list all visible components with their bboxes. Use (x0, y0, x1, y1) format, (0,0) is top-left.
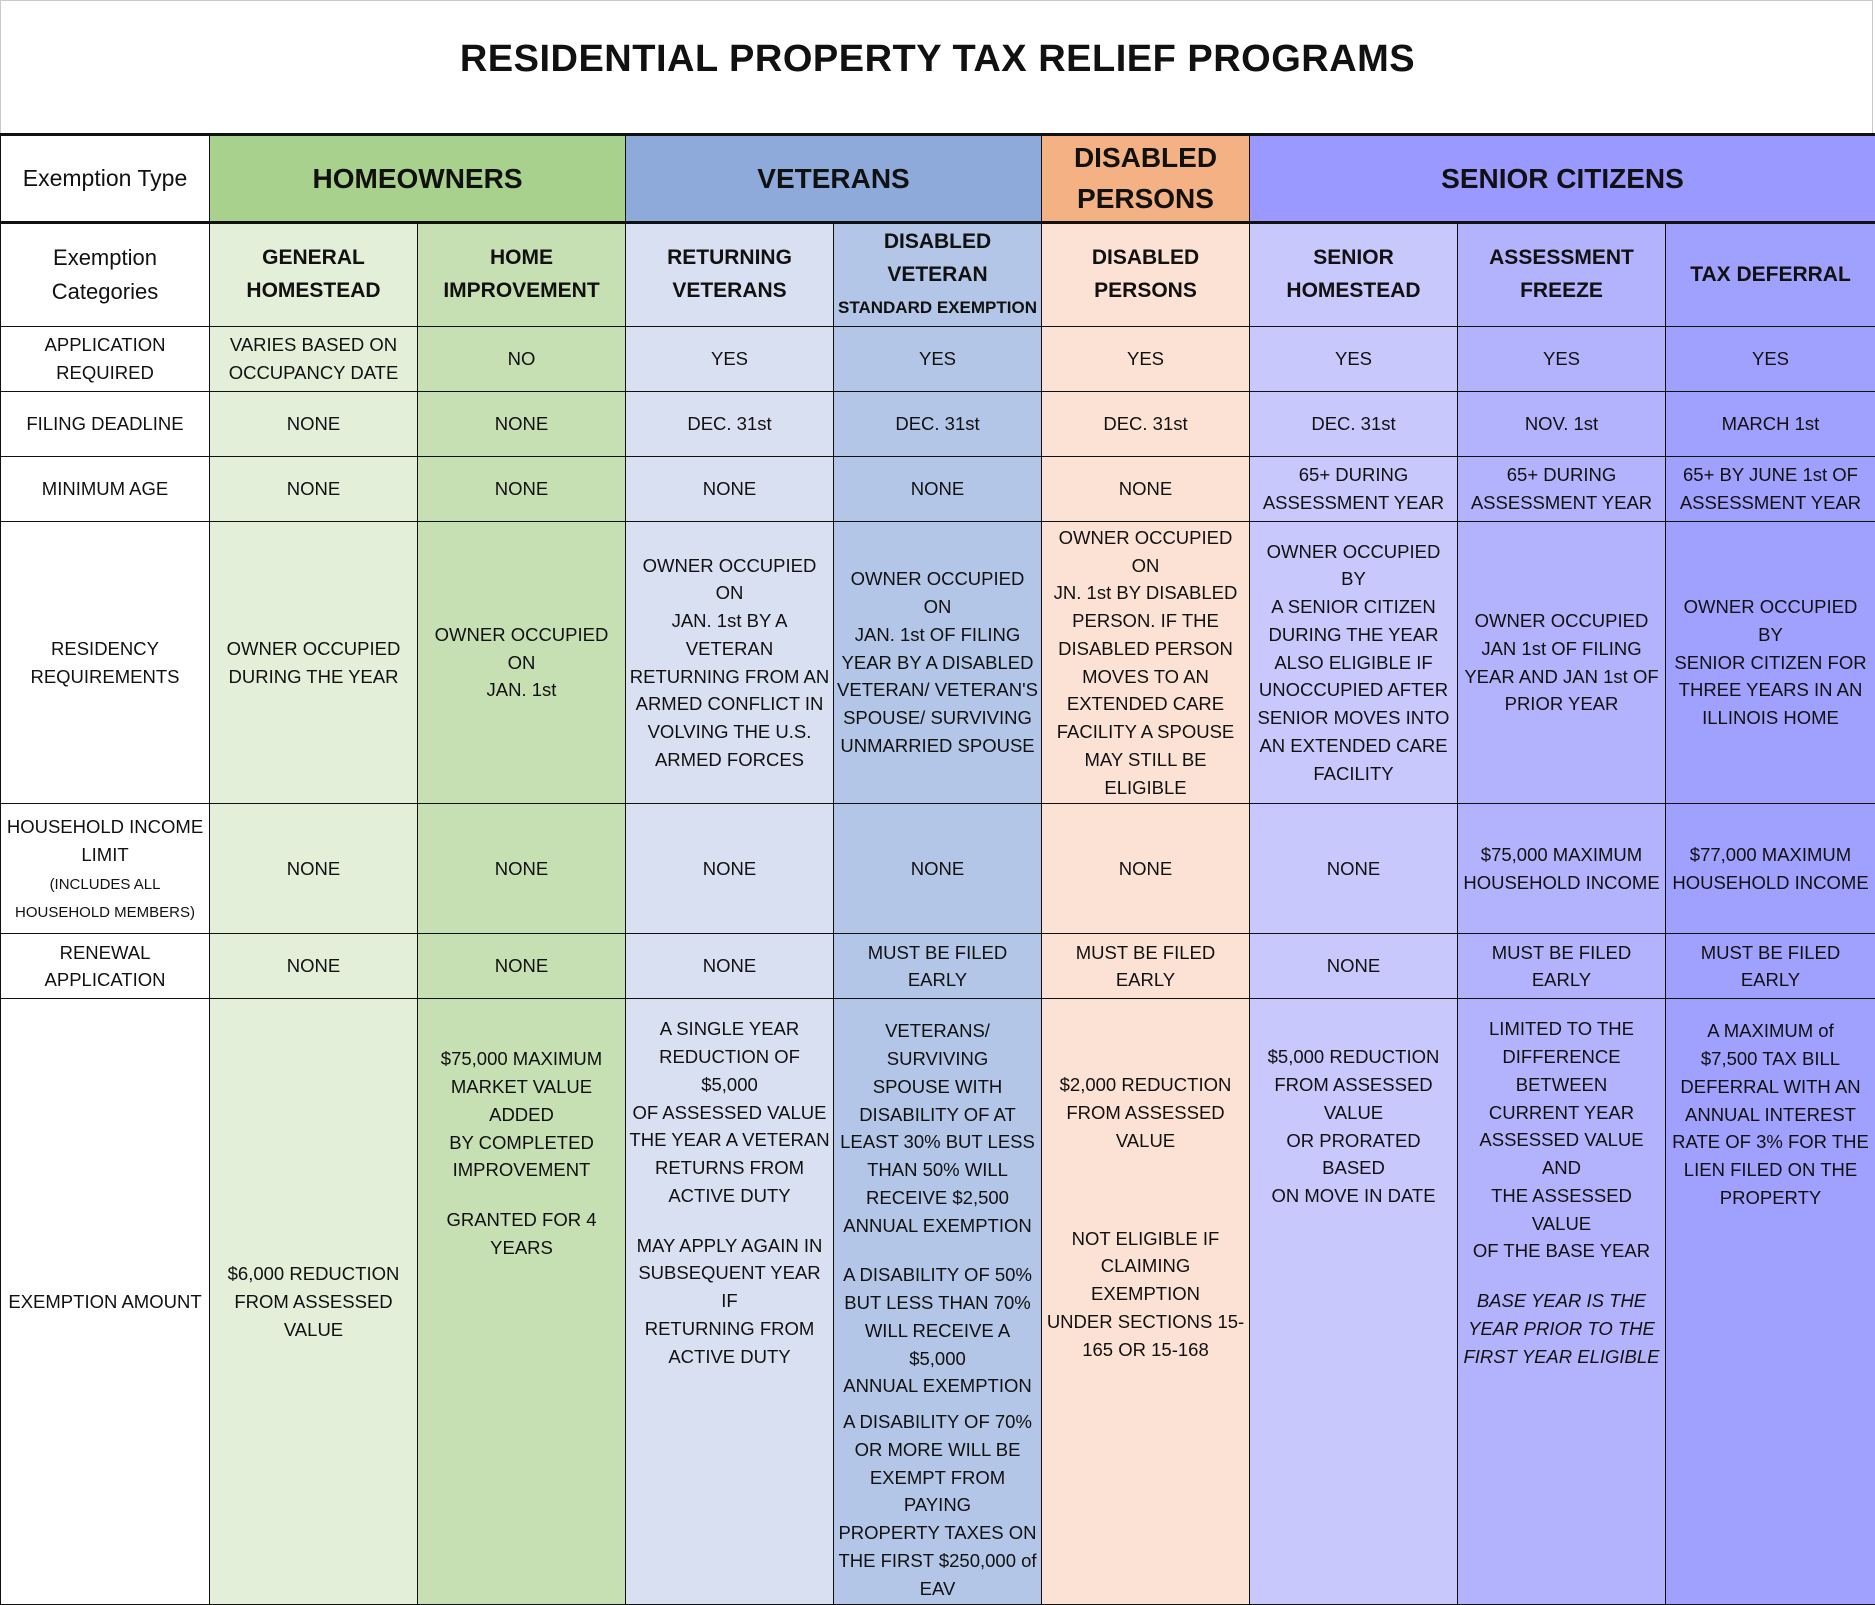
cell-line: UNDER SECTIONS 15- (1047, 1311, 1244, 1332)
cell-line: A MAXIMUM of (1707, 1020, 1833, 1041)
cell-line: $5,000 REDUCTION (1268, 1046, 1440, 1067)
table-cell (626, 521, 834, 804)
row-label: FILING DEADLINE (1, 391, 210, 456)
table-cell: NONE (418, 804, 626, 934)
table-cell: NONE (418, 391, 626, 456)
cell-note-italic: BASE YEAR IS THE (1477, 1290, 1646, 1311)
table-cell (1666, 804, 1875, 934)
category-disabled-veteran (834, 223, 1042, 327)
row-label-line: LIMIT (81, 844, 128, 865)
table-cell: NO (418, 326, 626, 391)
row-minimum-age (1, 456, 1875, 521)
cell-line: SUBSEQUENT YEAR IF (638, 1262, 820, 1311)
cell-line: JN. 1st BY DISABLED (1054, 582, 1238, 603)
cell-line: THREE YEARS IN AN (1679, 679, 1863, 700)
row-label-line: REQUIRED (56, 362, 154, 383)
table-cell (210, 326, 418, 391)
cell-line: 65+ BY JUNE 1st OF (1683, 464, 1858, 485)
row-label-line: APPLICATION (45, 334, 166, 355)
disabled-persons-header (1042, 135, 1250, 223)
category-text: DISABLED VETERAN (884, 230, 991, 286)
table-cell (418, 521, 626, 804)
cell-line: JAN. 1st BY A VETERAN (672, 610, 788, 659)
cell-line: WILL RECEIVE A $5,000 (865, 1320, 1010, 1369)
cell-line: THE FIRST $250,000 of (838, 1550, 1036, 1571)
table-cell: NOV. 1st (1458, 391, 1666, 456)
category-text: IMPROVEMENT (443, 279, 599, 302)
table-cell: YES (626, 326, 834, 391)
cell-line: LEAST 30% BUT LESS (840, 1131, 1035, 1152)
cell-line: A SENIOR CITIZEN (1271, 596, 1435, 617)
row-label-note: HOUSEHOLD MEMBERS) (15, 904, 195, 921)
homeowners-header: HOMEOWNERS (210, 135, 626, 223)
cell-line: JAN 1st OF FILING (1481, 638, 1641, 659)
cell-line: YEAR BY A DISABLED (842, 652, 1034, 673)
cell-line: RETURNING FROM (645, 1318, 815, 1339)
category-assessment-freeze (1458, 223, 1666, 327)
cell-line: OWNER OCCUPIED ON (435, 624, 609, 673)
exemption-type-label: Exemption Type (1, 135, 210, 223)
page-title: RESIDENTIAL PROPERTY TAX RELIEF PROGRAMS (0, 38, 1875, 81)
category-text: FREEZE (1520, 279, 1603, 302)
row-label: EXEMPTION AMOUNT (1, 999, 210, 1605)
cell-line: JAN. 1st (487, 679, 557, 700)
row-household-income-limit (1, 804, 1875, 934)
cell-line: PROPERTY (1720, 1187, 1821, 1208)
table-cell: NONE (418, 456, 626, 521)
table-cell: MUST BE FILED EARLY (1458, 934, 1666, 999)
categories-label-line2: Categories (52, 279, 158, 304)
table-cell: NONE (1250, 934, 1458, 999)
table-cell (1250, 456, 1458, 521)
table-cell: DEC. 31st (1042, 391, 1250, 456)
table-cell (626, 999, 834, 1605)
table-cell (1250, 521, 1458, 804)
cell-line: ON MOVE IN DATE (1271, 1185, 1435, 1206)
cell-line: RATE OF 3% FOR THE (1672, 1131, 1869, 1152)
cell-line: SENIOR CITIZEN FOR (1674, 652, 1866, 673)
cell-line: UNOCCUPIED AFTER (1259, 679, 1448, 700)
cell-line: DEFERRAL WITH AN (1680, 1076, 1860, 1097)
disabled-header-line2: PERSONS (1077, 183, 1214, 214)
cell-line: OWNER OCCUPIED (1475, 610, 1649, 631)
cell-note: GRANTED FOR 4 YEARS (446, 1209, 596, 1258)
cell-line: ASSESSMENT YEAR (1263, 492, 1444, 513)
row-label-note: (INCLUDES ALL (50, 876, 161, 893)
table-cell: DEC. 31st (834, 391, 1042, 456)
row-exemption-amount (1, 999, 1875, 1605)
table-cell (1042, 521, 1250, 804)
categories-row (1, 223, 1875, 327)
cell-line: VOLVING THE U.S. (648, 721, 812, 742)
cell-line: $2,000 REDUCTION (1060, 1074, 1232, 1095)
category-tax-deferral: TAX DEFERRAL (1666, 223, 1875, 327)
cell-line: ASSESSMENT YEAR (1680, 492, 1861, 513)
category-senior-homestead (1250, 223, 1458, 327)
table-cell: NONE (1250, 804, 1458, 934)
cell-note-italic: YEAR PRIOR TO THE (1468, 1318, 1655, 1339)
table-cell: NONE (834, 456, 1042, 521)
cell-line: 65+ DURING (1299, 464, 1409, 485)
table-cell: DEC. 31st (626, 391, 834, 456)
cell-line: MOVES TO AN (1082, 666, 1209, 687)
cell-line: MARKET VALUE ADDED (451, 1076, 592, 1125)
cell-line: ASSESSMENT YEAR (1471, 492, 1652, 513)
tax-relief-table (0, 133, 1875, 1605)
category-text: RETURNING (667, 246, 792, 269)
row-filing-deadline (1, 391, 1875, 456)
cell-line: PRIOR YEAR (1505, 693, 1619, 714)
cell-line: FROM ASSESSED VALUE (1066, 1102, 1224, 1151)
cell-line: OWNER OCCUPIED ON (1059, 527, 1233, 576)
table-cell: NONE (210, 391, 418, 456)
row-label: MINIMUM AGE (1, 456, 210, 521)
category-text: HOMESTEAD (246, 279, 380, 302)
category-subtext: STANDARD EXEMPTION (838, 298, 1037, 317)
categories-label (1, 223, 210, 327)
table-cell (834, 999, 1042, 1605)
cell-line: RECEIVE $2,500 (866, 1187, 1009, 1208)
table-cell (210, 999, 418, 1605)
cell-line: $77,000 MAXIMUM (1690, 844, 1851, 865)
cell-line: ARMED FORCES (655, 749, 804, 770)
cell-line: THAN 50% WILL (867, 1159, 1008, 1180)
cell-line: SPOUSE/ SURVIVING (843, 707, 1032, 728)
table-cell: NONE (210, 934, 418, 999)
cell-line: A SINGLE YEAR (660, 1018, 800, 1039)
row-label (1, 326, 210, 391)
table-cell: MARCH 1st (1666, 391, 1875, 456)
cell-line: OWNER OCCUPIED ON (851, 568, 1025, 617)
cell-line: CLAIMING EXEMPTION (1091, 1255, 1200, 1304)
cell-line: PERSON. IF THE (1072, 610, 1219, 631)
cell-line: ANNUAL EXEMPTION (843, 1215, 1031, 1236)
cell-line: ASSESSED VALUE AND (1479, 1129, 1643, 1178)
cell-line: IMPROVEMENT (453, 1159, 591, 1180)
cell-line: OWNER OCCUPIED (227, 638, 401, 659)
cell-line: DURING THE YEAR (1269, 624, 1439, 645)
row-renewal-application (1, 934, 1875, 999)
cell-line: 65+ DURING (1507, 464, 1617, 485)
category-text: GENERAL (262, 246, 365, 269)
cell-line: ILLINOIS HOME (1702, 707, 1839, 728)
category-text: HOMESTEAD (1286, 279, 1420, 302)
category-home-improvement (418, 223, 626, 327)
cell-line: OCCUPANCY DATE (229, 362, 399, 383)
row-residency-requirements (1, 521, 1875, 804)
table-cell: MUST BE FILED EARLY (1042, 934, 1250, 999)
cell-line: $6,000 REDUCTION (228, 1263, 400, 1284)
cell-line: ANNUAL EXEMPTION (843, 1375, 1031, 1396)
row-label-line: REQUIREMENTS (30, 666, 179, 687)
table-header-row (1, 135, 1875, 223)
cell-line: FROM ASSESSED VALUE (1274, 1074, 1432, 1123)
table-cell: NONE (418, 934, 626, 999)
cell-line: DURING THE YEAR (229, 666, 399, 687)
table-cell: YES (834, 326, 1042, 391)
table-cell (1042, 999, 1250, 1605)
cell-line: JAN. 1st OF FILING (855, 624, 1021, 645)
cell-line: EAV (920, 1578, 956, 1599)
table-cell: NONE (210, 456, 418, 521)
cell-line: PROPERTY TAXES ON (838, 1522, 1036, 1543)
cell-line: THE YEAR A VETERAN (629, 1129, 829, 1150)
table-cell: YES (1666, 326, 1875, 391)
cell-line: HOUSEHOLD INCOME (1463, 872, 1659, 893)
cell-note-italic: FIRST YEAR ELIGIBLE (1463, 1346, 1659, 1367)
category-text: VETERANS (672, 279, 786, 302)
disabled-header-line1: DISABLED (1074, 142, 1217, 173)
cell-line: CURRENT YEAR (1489, 1102, 1634, 1123)
cell-line: $75,000 MAXIMUM (441, 1048, 602, 1069)
table-cell (834, 521, 1042, 804)
cell-line: ANNUAL INTEREST (1685, 1104, 1856, 1125)
table-cell (1666, 456, 1875, 521)
row-label-line: APPLICATION (45, 969, 166, 990)
cell-line: A DISABILITY OF 50% (843, 1264, 1032, 1285)
category-text: SENIOR (1313, 246, 1394, 269)
cell-line: EXEMPT FROM PAYING (870, 1467, 1005, 1516)
cell-line: UNMARRIED SPOUSE (840, 735, 1034, 756)
cell-line: FROM ASSESSED VALUE (234, 1291, 392, 1340)
cell-line: A DISABILITY OF 70% (843, 1411, 1032, 1432)
table-cell (1458, 804, 1666, 934)
veterans-header: VETERANS (626, 135, 1042, 223)
cell-line: EXTENDED CARE (1067, 693, 1224, 714)
cell-line: OR MORE WILL BE (855, 1439, 1021, 1460)
cell-line: RETURNS FROM (655, 1157, 804, 1178)
cell-line: $75,000 MAXIMUM (1481, 844, 1642, 865)
table-cell (1458, 999, 1666, 1605)
cell-line: VETERAN/ VETERAN'S (837, 679, 1038, 700)
table-cell: MUST BE FILED EARLY (834, 934, 1042, 999)
cell-line: SENIOR MOVES INTO (1258, 707, 1450, 728)
cell-line: DISABLED PERSON (1058, 638, 1233, 659)
table-cell (1666, 521, 1875, 804)
cell-line: THE ASSESSED VALUE (1491, 1185, 1632, 1234)
table-cell: MUST BE FILED EARLY (1666, 934, 1875, 999)
row-label (1, 804, 210, 934)
table-cell: NONE (626, 456, 834, 521)
cell-line: FACILITY A SPOUSE (1057, 721, 1235, 742)
row-label (1, 934, 210, 999)
cell-line: BUT LESS THAN 70% (844, 1292, 1030, 1313)
table-cell: NONE (210, 804, 418, 934)
categories-label-line1: Exemption (53, 245, 157, 270)
cell-line: ACTIVE DUTY (668, 1346, 790, 1367)
cell-line: ACTIVE DUTY (668, 1185, 790, 1206)
table-cell: YES (1458, 326, 1666, 391)
row-label-line: RESIDENCY (51, 638, 159, 659)
table-cell: YES (1250, 326, 1458, 391)
table-cell: DEC. 31st (1250, 391, 1458, 456)
cell-line: $7,500 TAX BILL (1701, 1048, 1840, 1069)
row-label-line: RENEWAL (60, 942, 151, 963)
cell-line: HOUSEHOLD INCOME (1672, 872, 1868, 893)
cell-line: RETURNING FROM AN (630, 666, 829, 687)
row-label (1, 521, 210, 804)
row-application-required (1, 326, 1875, 391)
cell-line: ARMED CONFLICT IN (636, 693, 824, 714)
category-text: HOME (490, 246, 553, 269)
cell-line: MAY STILL BE ELIGIBLE (1084, 749, 1206, 798)
cell-line: OF ASSESSED VALUE (633, 1102, 827, 1123)
cell-line: ALSO ELIGIBLE IF (1274, 652, 1432, 673)
table-cell: YES (1042, 326, 1250, 391)
cell-line: MAY APPLY AGAIN IN (637, 1235, 823, 1256)
table-cell: NONE (834, 804, 1042, 934)
category-general-homestead (210, 223, 418, 327)
cell-line: REDUCTION OF $5,000 (659, 1046, 800, 1095)
table-cell (1458, 521, 1666, 804)
cell-line: OWNER OCCUPIED ON (643, 555, 817, 604)
table-cell: NONE (1042, 804, 1250, 934)
cell-line: NOT ELIGIBLE IF (1072, 1228, 1220, 1249)
cell-line: LIEN FILED ON THE (1684, 1159, 1857, 1180)
cell-line: YEAR AND JAN 1st OF (1464, 666, 1658, 687)
table-cell (1458, 456, 1666, 521)
category-text: ASSESSMENT (1489, 246, 1634, 269)
cell-line: VARIES BASED ON (230, 334, 397, 355)
row-label-line: HOUSEHOLD INCOME (7, 816, 203, 837)
cell-line: DIFFERENCE BETWEEN (1502, 1046, 1620, 1095)
cell-line: FACILITY (1313, 763, 1393, 784)
table-cell (210, 521, 418, 804)
cell-line: VETERANS/ SURVIVING (885, 1020, 990, 1069)
cell-line: 165 OR 15-168 (1082, 1339, 1209, 1360)
cell-line: OWNER OCCUPIED BY (1684, 596, 1858, 645)
table-cell: NONE (626, 804, 834, 934)
category-returning-veterans (626, 223, 834, 327)
table-cell (1666, 999, 1875, 1605)
cell-line: BY COMPLETED (449, 1132, 594, 1153)
cell-line: SPOUSE WITH (873, 1076, 1003, 1097)
cell-line: AN EXTENDED CARE (1259, 735, 1447, 756)
table-cell (1250, 999, 1458, 1605)
senior-citizens-header: SENIOR CITIZENS (1250, 135, 1875, 223)
cell-line: DISABILITY OF AT (859, 1104, 1016, 1125)
cell-line: OWNER OCCUPIED BY (1267, 541, 1441, 590)
cell-line: LIMITED TO THE (1489, 1018, 1634, 1039)
category-disabled-persons: DISABLED PERSONS (1042, 223, 1250, 327)
table-cell: NONE (1042, 456, 1250, 521)
table-cell (418, 999, 626, 1605)
cell-line: OR PRORATED BASED (1286, 1130, 1420, 1179)
cell-line: OF THE BASE YEAR (1473, 1240, 1650, 1261)
table-cell: NONE (626, 934, 834, 999)
